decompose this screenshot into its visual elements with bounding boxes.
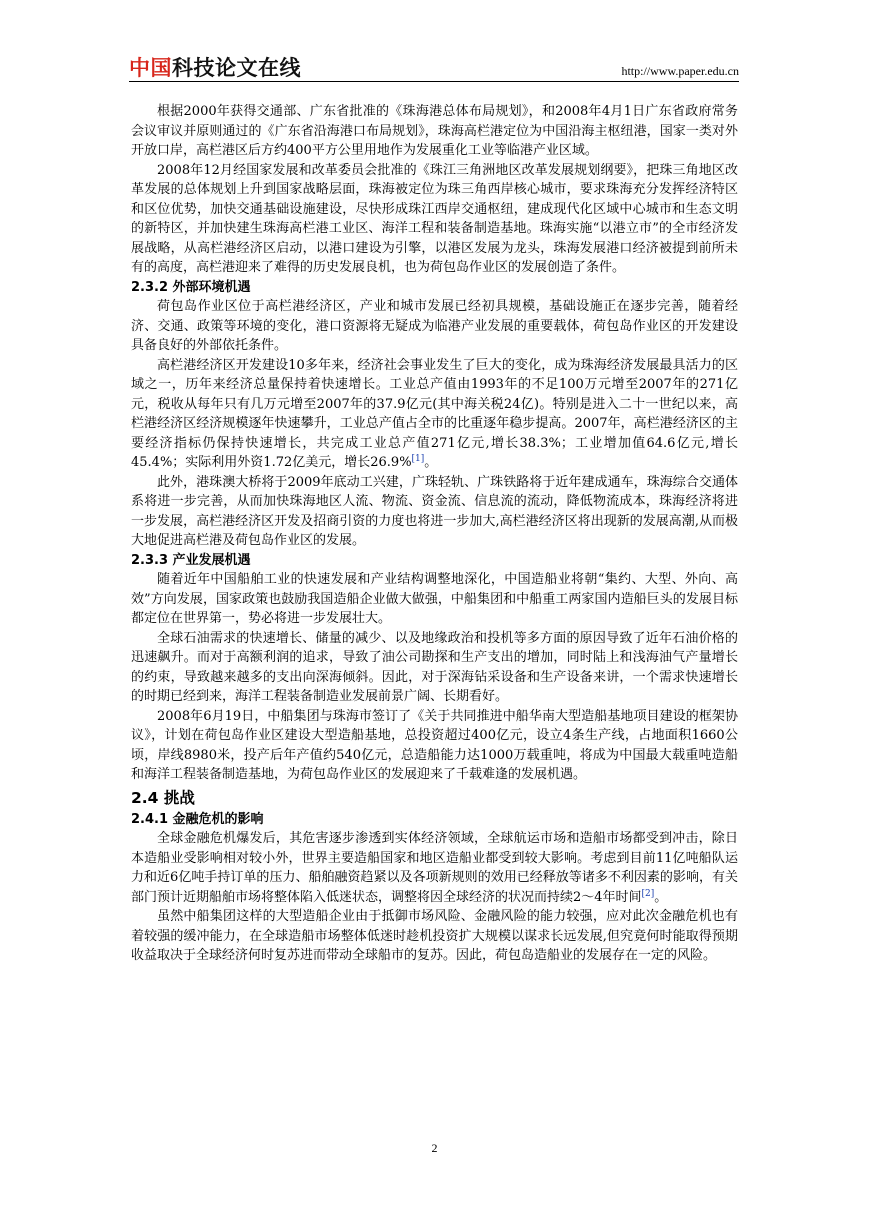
paragraph: 2008年6月19日，中船集团与珠海市签订了《关于共同推进中船华南大型造船基地项目建设的框架协议》，计划在荷包岛作业区建设大型造船基地，总投资超过400亿元，设立4条生产线，占地面积1660公顷，岸线8980米，投产后年产值约540亿元，总造船能力达1000万载重吨，将成为中国最大载重吨造船和海洋工程装备制造基地，为荷包岛作业区的发展迎来了千载难逢的发展机遇。 (131, 708, 738, 782)
paragraph: 虽然中船集团这样的大型造船企业由于抵御市场风险、金融风险的能力较强，应对此次金融危机也有着较强的缓冲能力，在全球造船市场整体低迷时趁机投资扩大规模以谋求长远发展,但究竟何时能取得预期收益取决于全球经济何时复苏进而带动全球船市的复苏。因此，荷包岛造船业的发展存在一定的风险。 (131, 909, 738, 963)
paragraph: 此外，港珠澳大桥将于2009年底动工兴建，广珠轻轨、广珠铁路将于近年建成通车，珠海综合交通体系将进一步完善，从而加快珠海地区人流、物流、资金流、信息流的流动，降低物流成本，珠海经济将进一步发展，高栏港经济区开发及招商引资的力度也将进一步加大,高栏港经济区将出现新的发展高潮,从而极大地促进高栏港及荷包岛作业区的发展。 (131, 474, 738, 548)
section-heading-2-4: 2.4 挑战 (131, 788, 195, 807)
subsection-heading-2-4-1: 2.4.1 金融危机的影响 (131, 811, 264, 827)
paragraph-text: 高栏港经济区开发建设10多年来，经济社会事业发生了巨大的变化，成为珠海经济发展最具活力的区域之一，历年来经济总量保持着快速增长。工业总产值由1993年的不足100万元增至2007年的271亿元，税收从每年只有几万元增至2007年的37.9亿元(其中海关税24亿)。特别是进入二十一世纪以来，高栏港经济区经济规模逐年快速攀升，工业总产值占全市的比重逐年稳步提高。2007年，高栏港经济区的主要经济指标仍保持快速增长，共完成工业总产值271亿元,增长38.3%；工业增加值64.6亿元,增长45.4%；实际利用外资1.72亿美元，增长26.9% (131, 357, 738, 470)
logo-black-text: 科技论文在线 (172, 56, 301, 80)
paragraph: 2008年12月经国家发展和改革委员会批准的《珠江三角洲地区改革发展规划纲要》，把珠三角地区改革发展的总体规划上升到国家战略层面，珠海被定位为珠三角西岸核心城市，要求珠海充分发挥经济特区和区位优势，加快交通基础设施建设，尽快形成珠江西岸交通枢纽，建成现代化区域中心城市和生态文明的新特区，并加快建生珠海高栏港工业区、海洋工程和装备制造基地。珠海实施“以港立市”的全市经济发展战略，从高栏港经济区启动，以港口建设为引擎，以港区发展为龙头，珠海发展港口经济被提到前所未有的高度，高栏港迎来了难得的历史发展良机，也为荷包岛作业区的发展创造了条件。 (131, 162, 738, 275)
citation-link-2[interactable]: [2] (641, 888, 655, 899)
logo-red-text: 中国 (129, 56, 172, 80)
paragraph: 全球石油需求的快速增长、储量的减少、以及地缘政治和投机等多方面的原因导致了近年石油价格的迅速飙升。而对于高额利润的追求，导致了油公司勘探和生产支出的增加，同时陆上和浅海油气产量增长的约束，导致越来越多的支出向深海倾斜。因此，对于深海钻采设备和生产设备来讲，一个需求快速增长的时期已经到来，海洋工程装备制造业发展前景广阔、长期看好。 (131, 630, 738, 704)
paragraph: 荷包岛作业区位于高栏港经济区，产业和城市发展已经初具规模，基础设施正在逐步完善，随着经济、交通、政策等环境的变化，港口资源将无疑成为临港产业发展的重要载体，荷包岛作业区的开发建设具备良好的外部依托条件。 (131, 299, 738, 353)
article-body (131, 102, 738, 966)
paragraph-end: 。 (424, 455, 438, 470)
site-url-link[interactable]: http://www.paper.edu.cn (621, 64, 739, 78)
citation-link-1[interactable]: [1] (411, 454, 425, 464)
subsection-heading-2-3-3: 2.3.3 产业发展机遇 (131, 552, 251, 568)
paragraph-text: 全球金融危机爆发后，其危害逐步渗透到实体经济领域，全球航运市场和造船市场都受到冲击，除日本造船业受影响相对较小外，世界主要造船国家和地区造船业都受到较大影响。考虑到目前11亿吨船队运力和近6亿吨手持订单的压力、船舶融资趋紧以及各项新规则的效用已经释放等诸多不利因素的影响，有关部门预计近期船舶市场将整体陷入低迷状态，调整将因全球经济的状况而持续2～4年时间 (131, 831, 738, 905)
paragraph (131, 356, 738, 473)
paragraph-end: 。 (654, 889, 668, 905)
paragraph: 随着近年中国船舶工业的快速发展和产业结构调整地深化，中国造船业将朝“集约、大型、外向、高效”方向发展，国家政策也鼓励我国造船企业做大做强，中船集团和中船重工两家国内造船巨头的发展目标都定位在世界第一，势必将进一步发展壮大。 (131, 572, 738, 626)
subsection-heading-2-3-2: 2.3.2 外部环境机遇 (131, 279, 251, 295)
site-logo[interactable] (129, 52, 301, 82)
header-divider (129, 81, 739, 82)
page-number: 2 (431, 1141, 438, 1155)
paragraph: 根据2000年获得交通部、广东省批准的《珠海港总体布局规划》，和2008年4月1日广东省政府常务会议审议并原则通过的《广东省沿海港口布局规划》，珠海高栏港定位为中国沿海主枢纽港，国家一类对外开放口岸，高栏港区后方约400平方公里用地作为发展重化工业等临港产业区域。 (131, 104, 738, 158)
paragraph (131, 829, 738, 907)
